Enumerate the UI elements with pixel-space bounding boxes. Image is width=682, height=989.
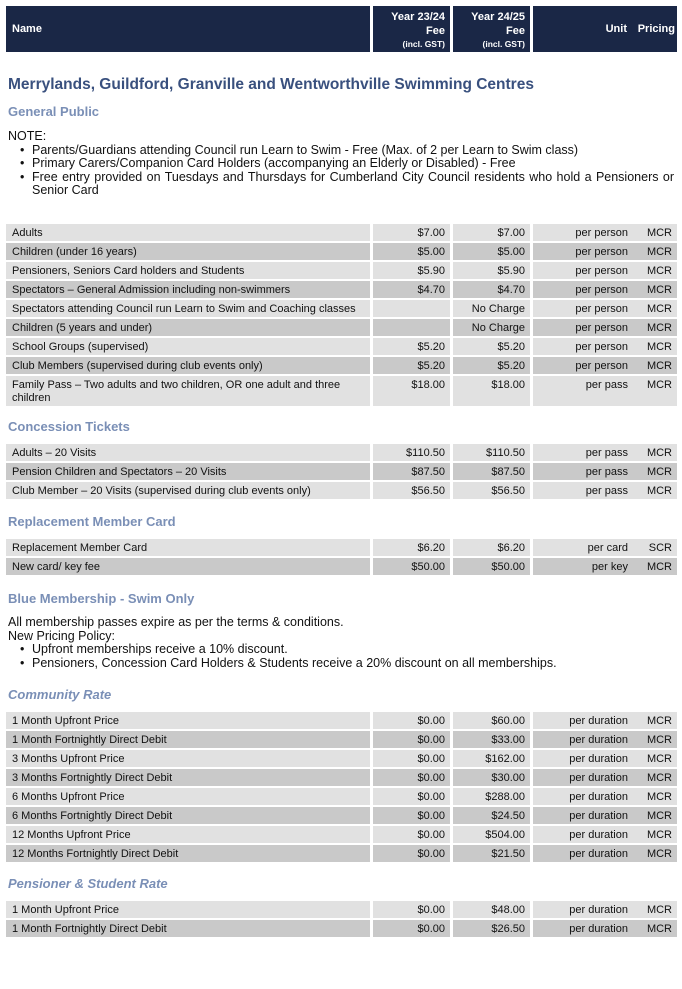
fee-name-cell: Spectators – General Admission including non-swimmers bbox=[6, 281, 370, 298]
table-row bbox=[6, 826, 677, 845]
fee-name-cell: New card/ key fee bbox=[6, 558, 370, 575]
fee-2324-cell: $0.00 bbox=[373, 788, 450, 805]
unit-cell: per person bbox=[533, 319, 632, 336]
table-row bbox=[6, 300, 677, 319]
table-row bbox=[6, 788, 677, 807]
fee-name-cell: Pensioners, Seniors Card holders and Students bbox=[6, 262, 370, 279]
note-item: • Parents/Guardians attending Council run Learn to Swim - Free (Max. of 2 per Learn to Swim class) bbox=[32, 144, 676, 158]
pricing-code-cell: MCR bbox=[632, 243, 677, 260]
column-header-year-2425 bbox=[453, 6, 530, 52]
fee-2425-cell: $48.00 bbox=[453, 901, 530, 918]
fee-2425-cell: $18.00 bbox=[453, 376, 530, 406]
pricing-code-cell: MCR bbox=[632, 444, 677, 461]
table-row bbox=[6, 357, 677, 376]
fee-name-cell: Club Member – 20 Visits (supervised during club events only) bbox=[6, 482, 370, 499]
fee-2425-cell: $5.90 bbox=[453, 262, 530, 279]
replacement-card-table bbox=[6, 539, 677, 577]
blue-membership-notes bbox=[8, 616, 676, 670]
header-year1-title: Year 23/24 bbox=[391, 11, 445, 23]
pricing-code-cell: MCR bbox=[632, 712, 677, 729]
fee-2324-cell: $0.00 bbox=[373, 826, 450, 843]
fee-2425-cell: $288.00 bbox=[453, 788, 530, 805]
column-header-year-2324 bbox=[373, 6, 450, 52]
pricing-code-cell: SCR bbox=[632, 539, 677, 556]
pricing-code-cell: MCR bbox=[632, 788, 677, 805]
note-label: NOTE: bbox=[8, 129, 47, 143]
column-header-pricing bbox=[631, 6, 677, 52]
membership-expiry-note: All membership passes expire as per the terms & conditions. bbox=[8, 615, 344, 629]
fee-2425-cell: $87.50 bbox=[453, 463, 530, 480]
header-pricing-label: Pricing bbox=[637, 23, 675, 35]
table-row bbox=[6, 281, 677, 300]
unit-cell: per person bbox=[533, 262, 632, 279]
fee-name-cell: 6 Months Upfront Price bbox=[6, 788, 370, 805]
fee-2425-cell: $26.50 bbox=[453, 920, 530, 937]
fee-2324-cell: $7.00 bbox=[373, 224, 450, 241]
unit-cell: per duration bbox=[533, 901, 632, 918]
pricing-code-cell: MCR bbox=[632, 357, 677, 374]
unit-cell: per person bbox=[533, 224, 632, 241]
header-year1-fee: Fee bbox=[426, 25, 445, 37]
section-heading-general-public: General Public bbox=[8, 104, 100, 119]
unit-cell: per duration bbox=[533, 750, 632, 767]
column-header-name bbox=[6, 6, 370, 52]
fee-2425-cell: $33.00 bbox=[453, 731, 530, 748]
fee-2324-cell: $0.00 bbox=[373, 769, 450, 786]
policy-item: • Pensioners, Concession Card Holders & Students receive a 20% discount on all memberships. bbox=[32, 657, 676, 671]
pricing-code-cell: MCR bbox=[632, 376, 677, 406]
concession-table bbox=[6, 444, 677, 501]
fee-2425-cell: $50.00 bbox=[453, 558, 530, 575]
fee-2425-cell: $504.00 bbox=[453, 826, 530, 843]
fee-name-cell: 1 Month Fortnightly Direct Debit bbox=[6, 731, 370, 748]
fee-2324-cell: $6.20 bbox=[373, 539, 450, 556]
fee-2425-cell: $162.00 bbox=[453, 750, 530, 767]
unit-cell: per duration bbox=[533, 807, 632, 824]
pricing-code-cell: MCR bbox=[632, 300, 677, 317]
unit-cell: per duration bbox=[533, 731, 632, 748]
fee-2324-cell: $5.00 bbox=[373, 243, 450, 260]
unit-cell: per duration bbox=[533, 920, 632, 937]
unit-cell: per duration bbox=[533, 826, 632, 843]
table-row bbox=[6, 769, 677, 788]
pricing-code-cell: MCR bbox=[632, 482, 677, 499]
unit-cell: per duration bbox=[533, 712, 632, 729]
unit-cell: per person bbox=[533, 357, 632, 374]
fee-2425-cell: $7.00 bbox=[453, 224, 530, 241]
fee-name-cell: 1 Month Upfront Price bbox=[6, 901, 370, 918]
note-list bbox=[8, 144, 676, 198]
section-heading-community-rate: Community Rate bbox=[8, 687, 112, 702]
table-row bbox=[6, 482, 677, 501]
fee-2425-cell: No Charge bbox=[453, 319, 530, 336]
fee-2324-cell: $5.20 bbox=[373, 357, 450, 374]
unit-cell: per key bbox=[533, 558, 632, 575]
fee-2425-cell: $110.50 bbox=[453, 444, 530, 461]
pricing-code-cell: MCR bbox=[632, 845, 677, 862]
fee-2324-cell: $0.00 bbox=[373, 901, 450, 918]
table-row bbox=[6, 845, 677, 864]
fee-2324-cell: $0.00 bbox=[373, 712, 450, 729]
fee-2324-cell: $18.00 bbox=[373, 376, 450, 406]
fee-name-cell: Adults bbox=[6, 224, 370, 241]
community-rate-table bbox=[6, 712, 677, 864]
header-name-label: Name bbox=[12, 23, 42, 35]
fee-2324-cell: $87.50 bbox=[373, 463, 450, 480]
fee-2425-cell: No Charge bbox=[453, 300, 530, 317]
policy-item: • Upfront memberships receive a 10% discount. bbox=[32, 643, 676, 657]
pricing-code-cell: MCR bbox=[632, 463, 677, 480]
table-row bbox=[6, 444, 677, 463]
pricing-code-cell: MCR bbox=[632, 731, 677, 748]
fee-2425-cell: $5.00 bbox=[453, 243, 530, 260]
pricing-code-cell: MCR bbox=[632, 338, 677, 355]
table-row bbox=[6, 712, 677, 731]
fee-name-cell: Children (5 years and under) bbox=[6, 319, 370, 336]
fee-2425-cell: $4.70 bbox=[453, 281, 530, 298]
fee-name-cell: 12 Months Upfront Price bbox=[6, 826, 370, 843]
fee-2425-cell: $30.00 bbox=[453, 769, 530, 786]
section-heading-pensioner-student-rate: Pensioner & Student Rate bbox=[8, 876, 168, 891]
fee-2324-cell bbox=[373, 319, 450, 336]
general-public-table bbox=[6, 224, 677, 408]
header-year2-fee: Fee bbox=[506, 25, 525, 37]
pricing-code-cell: MCR bbox=[632, 826, 677, 843]
table-row bbox=[6, 731, 677, 750]
fee-name-cell: Spectators attending Council run Learn to Swim and Coaching classes bbox=[6, 300, 370, 317]
fee-2324-cell: $0.00 bbox=[373, 920, 450, 937]
pricing-code-cell: MCR bbox=[632, 558, 677, 575]
unit-cell: per pass bbox=[533, 463, 632, 480]
fee-2324-cell: $4.70 bbox=[373, 281, 450, 298]
page-title: Merrylands, Guildford, Granville and Wentworthville Swimming Centres bbox=[8, 76, 534, 93]
header-year2-gst: (incl. GST) bbox=[482, 39, 525, 49]
pricing-code-cell: MCR bbox=[632, 901, 677, 918]
table-row bbox=[6, 243, 677, 262]
pricing-code-cell: MCR bbox=[632, 281, 677, 298]
table-row bbox=[6, 319, 677, 338]
fee-2425-cell: $21.50 bbox=[453, 845, 530, 862]
fee-2425-cell: $24.50 bbox=[453, 807, 530, 824]
fee-name-cell: Pension Children and Spectators – 20 Visits bbox=[6, 463, 370, 480]
unit-cell: per pass bbox=[533, 376, 632, 406]
pricing-code-cell: MCR bbox=[632, 920, 677, 937]
section-heading-concession: Concession Tickets bbox=[8, 419, 130, 434]
fee-2324-cell: $5.20 bbox=[373, 338, 450, 355]
unit-cell: per pass bbox=[533, 482, 632, 499]
fee-name-cell: School Groups (supervised) bbox=[6, 338, 370, 355]
fee-2425-cell: $60.00 bbox=[453, 712, 530, 729]
fee-2324-cell: $0.00 bbox=[373, 807, 450, 824]
unit-cell: per duration bbox=[533, 788, 632, 805]
fee-2324-cell: $0.00 bbox=[373, 845, 450, 862]
fee-2324-cell: $110.50 bbox=[373, 444, 450, 461]
fee-name-cell: Replacement Member Card bbox=[6, 539, 370, 556]
header-unit-label: Unit bbox=[605, 23, 627, 35]
table-row bbox=[6, 920, 677, 939]
table-row bbox=[6, 463, 677, 482]
table-row bbox=[6, 539, 677, 558]
pricing-code-cell: MCR bbox=[632, 262, 677, 279]
unit-cell: per person bbox=[533, 300, 632, 317]
unit-cell: per person bbox=[533, 281, 632, 298]
unit-cell: per duration bbox=[533, 769, 632, 786]
fee-2324-cell: $0.00 bbox=[373, 731, 450, 748]
pricing-policy-label: New Pricing Policy: bbox=[8, 628, 115, 643]
pricing-code-cell: MCR bbox=[632, 769, 677, 786]
table-row bbox=[6, 262, 677, 281]
fee-2425-cell: $5.20 bbox=[453, 338, 530, 355]
header-year1-gst: (incl. GST) bbox=[402, 39, 445, 49]
fee-2324-cell: $5.90 bbox=[373, 262, 450, 279]
fee-name-cell: 3 Months Fortnightly Direct Debit bbox=[6, 769, 370, 786]
column-header-unit bbox=[533, 6, 631, 52]
table-row bbox=[6, 750, 677, 769]
section-heading-replacement-card: Replacement Member Card bbox=[8, 514, 176, 529]
note-item: • Free entry provided on Tuesdays and Thursdays for Cumberland City Council residents who hold a Pensioners or Senior Card bbox=[32, 171, 676, 198]
fee-name-cell: 1 Month Fortnightly Direct Debit bbox=[6, 920, 370, 937]
pricing-code-cell: MCR bbox=[632, 319, 677, 336]
fee-name-cell: Adults – 20 Visits bbox=[6, 444, 370, 461]
table-row bbox=[6, 376, 677, 408]
fee-name-cell: 3 Months Upfront Price bbox=[6, 750, 370, 767]
section-heading-blue-membership: Blue Membership - Swim Only bbox=[8, 591, 195, 606]
table-row bbox=[6, 558, 677, 577]
fee-2425-cell: $5.20 bbox=[453, 357, 530, 374]
unit-cell: per duration bbox=[533, 845, 632, 862]
pricing-policy-list bbox=[8, 643, 676, 670]
header-year2-title: Year 24/25 bbox=[471, 11, 525, 23]
fee-name-cell: Children (under 16 years) bbox=[6, 243, 370, 260]
fee-2425-cell: $6.20 bbox=[453, 539, 530, 556]
unit-cell: per person bbox=[533, 243, 632, 260]
table-row bbox=[6, 807, 677, 826]
note-item: • Primary Carers/Companion Card Holders (accompanying an Elderly or Disabled) - Free bbox=[32, 157, 676, 171]
fee-2425-cell: $56.50 bbox=[453, 482, 530, 499]
fee-2324-cell bbox=[373, 300, 450, 317]
table-row bbox=[6, 901, 677, 920]
pricing-code-cell: MCR bbox=[632, 807, 677, 824]
table-row bbox=[6, 338, 677, 357]
fee-2324-cell: $0.00 bbox=[373, 750, 450, 767]
fee-name-cell: 12 Months Fortnightly Direct Debit bbox=[6, 845, 370, 862]
fee-name-cell: 6 Months Fortnightly Direct Debit bbox=[6, 807, 370, 824]
pensioner-student-table bbox=[6, 901, 677, 939]
general-public-notes bbox=[8, 130, 676, 198]
fee-name-cell: Club Members (supervised during club events only) bbox=[6, 357, 370, 374]
table-row bbox=[6, 224, 677, 243]
fee-2324-cell: $50.00 bbox=[373, 558, 450, 575]
unit-cell: per card bbox=[533, 539, 632, 556]
pricing-code-cell: MCR bbox=[632, 224, 677, 241]
unit-cell: per pass bbox=[533, 444, 632, 461]
fee-name-cell: Family Pass – Two adults and two children, OR one adult and three children bbox=[6, 376, 370, 406]
fee-name-cell: 1 Month Upfront Price bbox=[6, 712, 370, 729]
unit-cell: per person bbox=[533, 338, 632, 355]
fee-2324-cell: $56.50 bbox=[373, 482, 450, 499]
pricing-code-cell: MCR bbox=[632, 750, 677, 767]
